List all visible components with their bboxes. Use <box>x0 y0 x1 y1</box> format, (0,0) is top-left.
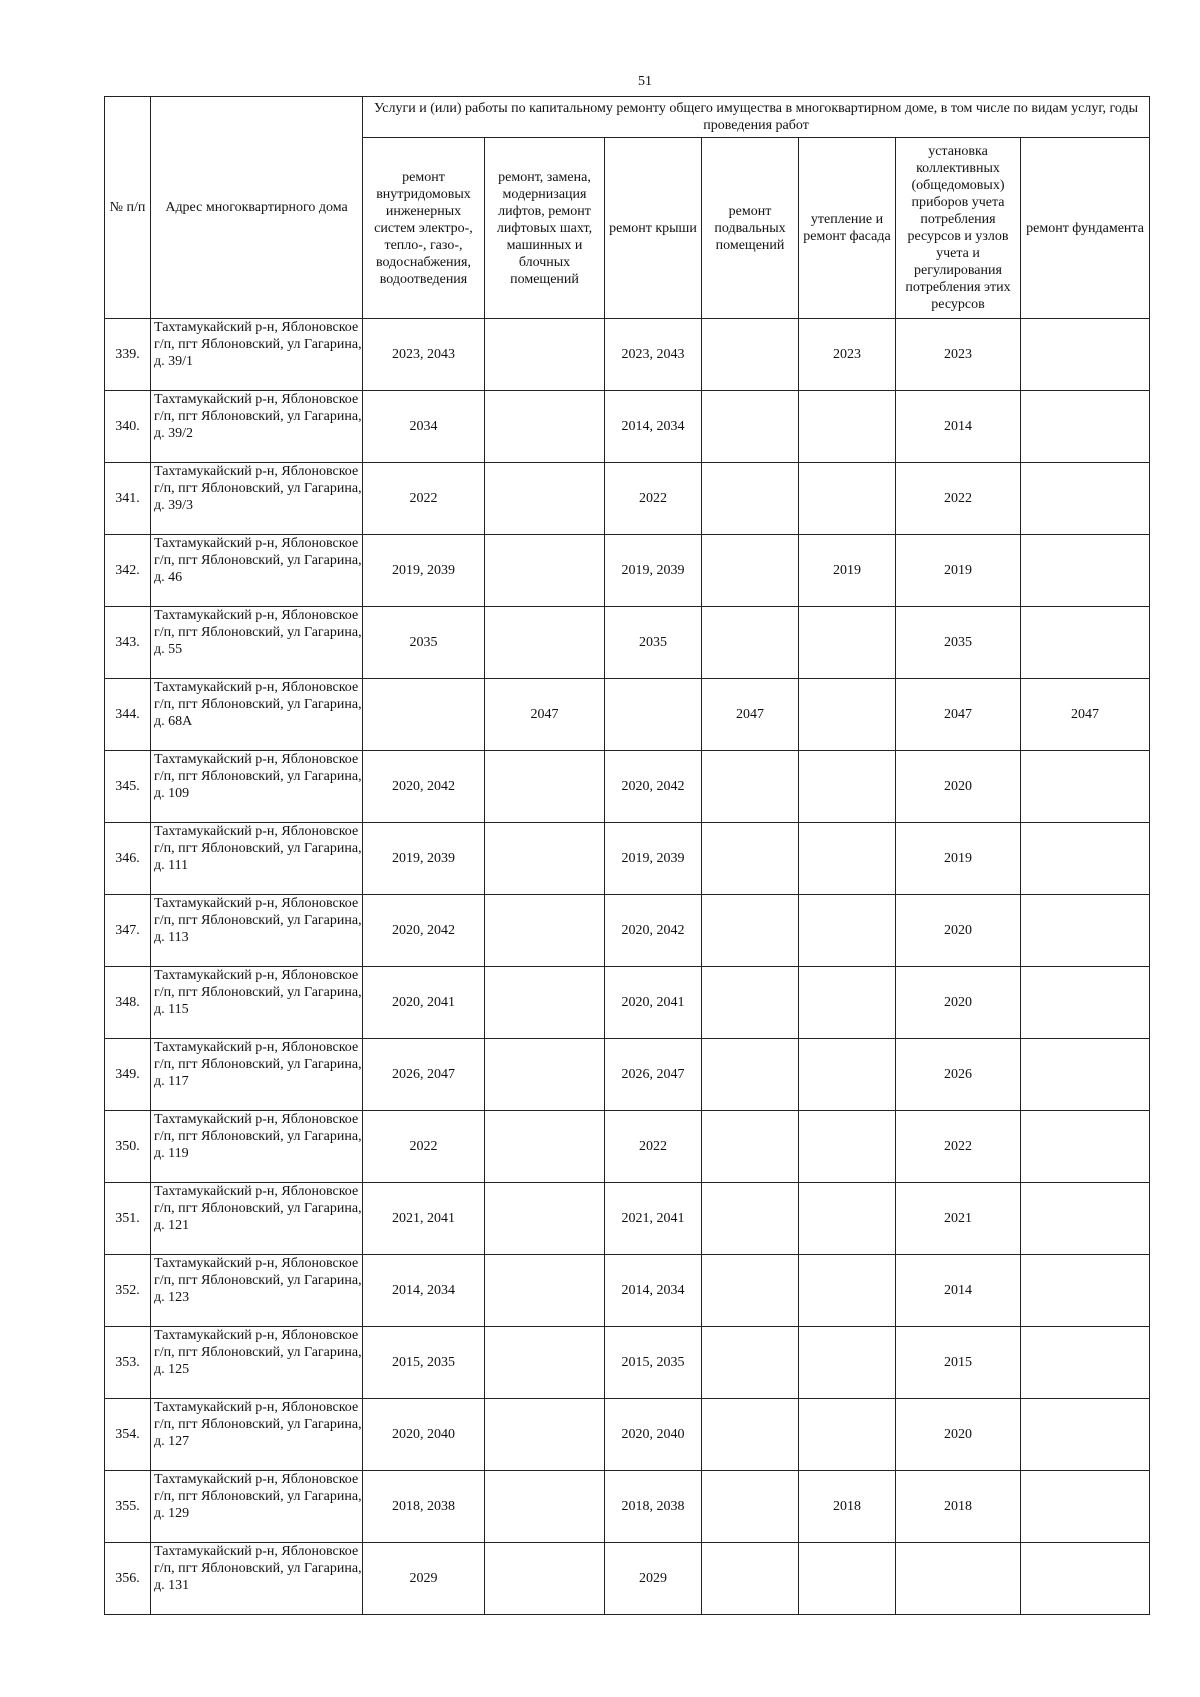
cell-elevators <box>485 535 605 607</box>
capital-repair-table <box>104 96 1150 1615</box>
cell-facade <box>799 1399 896 1471</box>
cell-roof: 2018, 2038 <box>605 1471 702 1543</box>
row-address: Тахтамукайский р-н, Яблоновское г/п, пгт Яблоновский, ул Гагарина, д. 115 <box>151 967 363 1039</box>
table-row <box>105 751 1150 823</box>
cell-elevators: 2047 <box>485 679 605 751</box>
cell-elevators <box>485 751 605 823</box>
header-services-group: Услуги и (или) работы по капитальному ремонту общего имущества в многоквартирном доме, в том числе по видам услуг, годы проведения работ <box>363 97 1150 138</box>
cell-basement <box>702 391 799 463</box>
row-number: 344. <box>105 679 151 751</box>
table-row <box>105 895 1150 967</box>
cell-roof: 2014, 2034 <box>605 391 702 463</box>
cell-foundation <box>1021 751 1150 823</box>
cell-roof: 2023, 2043 <box>605 319 702 391</box>
cell-engineering-systems: 2020, 2042 <box>363 751 485 823</box>
row-address: Тахтамукайский р-н, Яблоновское г/п, пгт Яблоновский, ул Гагарина, д. 39/1 <box>151 319 363 391</box>
table-row <box>105 1399 1150 1471</box>
cell-elevators <box>485 967 605 1039</box>
cell-facade <box>799 463 896 535</box>
header-col-foundation: ремонт фундамента <box>1021 138 1150 319</box>
cell-engineering-systems: 2029 <box>363 1543 485 1615</box>
cell-foundation <box>1021 1399 1150 1471</box>
cell-roof: 2014, 2034 <box>605 1255 702 1327</box>
cell-basement <box>702 1111 799 1183</box>
table-row <box>105 607 1150 679</box>
header-col-roof: ремонт крыши <box>605 138 702 319</box>
row-number: 350. <box>105 1111 151 1183</box>
cell-basement <box>702 895 799 967</box>
row-address: Тахтамукайский р-н, Яблоновское г/п, пгт Яблоновский, ул Гагарина, д. 127 <box>151 1399 363 1471</box>
cell-elevators <box>485 1111 605 1183</box>
cell-foundation <box>1021 1543 1150 1615</box>
cell-basement <box>702 1327 799 1399</box>
cell-basement <box>702 1399 799 1471</box>
cell-roof: 2019, 2039 <box>605 823 702 895</box>
cell-meters: 2014 <box>896 391 1021 463</box>
cell-meters: 2020 <box>896 1399 1021 1471</box>
cell-meters: 2019 <box>896 823 1021 895</box>
row-address: Тахтамукайский р-н, Яблоновское г/п, пгт Яблоновский, ул Гагарина, д. 129 <box>151 1471 363 1543</box>
table-row <box>105 967 1150 1039</box>
cell-elevators <box>485 319 605 391</box>
cell-engineering-systems: 2021, 2041 <box>363 1183 485 1255</box>
cell-meters: 2020 <box>896 895 1021 967</box>
cell-facade: 2018 <box>799 1471 896 1543</box>
cell-facade <box>799 607 896 679</box>
cell-meters: 2022 <box>896 1111 1021 1183</box>
cell-foundation <box>1021 463 1150 535</box>
cell-basement <box>702 823 799 895</box>
cell-roof <box>605 679 702 751</box>
cell-foundation <box>1021 607 1150 679</box>
cell-facade <box>799 1543 896 1615</box>
cell-engineering-systems: 2026, 2047 <box>363 1039 485 1111</box>
row-number: 339. <box>105 319 151 391</box>
cell-foundation <box>1021 1255 1150 1327</box>
table-row <box>105 1327 1150 1399</box>
cell-foundation <box>1021 391 1150 463</box>
row-address: Тахтамукайский р-н, Яблоновское г/п, пгт Яблоновский, ул Гагарина, д. 121 <box>151 1183 363 1255</box>
row-address: Тахтамукайский р-н, Яблоновское г/п, пгт Яблоновский, ул Гагарина, д. 46 <box>151 535 363 607</box>
cell-elevators <box>485 1327 605 1399</box>
row-address: Тахтамукайский р-н, Яблоновское г/п, пгт Яблоновский, ул Гагарина, д. 119 <box>151 1111 363 1183</box>
cell-facade: 2019 <box>799 535 896 607</box>
cell-engineering-systems: 2035 <box>363 607 485 679</box>
cell-basement: 2047 <box>702 679 799 751</box>
cell-basement <box>702 607 799 679</box>
row-address: Тахтамукайский р-н, Яблоновское г/п, пгт Яблоновский, ул Гагарина, д. 123 <box>151 1255 363 1327</box>
header-address: Адрес многоквартирного дома <box>151 97 363 319</box>
cell-facade <box>799 391 896 463</box>
cell-facade <box>799 967 896 1039</box>
cell-elevators <box>485 463 605 535</box>
table-row <box>105 1255 1150 1327</box>
row-address: Тахтамукайский р-н, Яблоновское г/п, пгт Яблоновский, ул Гагарина, д. 113 <box>151 895 363 967</box>
cell-roof: 2019, 2039 <box>605 535 702 607</box>
cell-roof: 2022 <box>605 1111 702 1183</box>
table-row <box>105 823 1150 895</box>
cell-facade <box>799 1327 896 1399</box>
cell-elevators <box>485 823 605 895</box>
cell-facade <box>799 895 896 967</box>
table-row <box>105 1543 1150 1615</box>
cell-meters: 2047 <box>896 679 1021 751</box>
table-row <box>105 1039 1150 1111</box>
cell-basement <box>702 967 799 1039</box>
cell-foundation <box>1021 1111 1150 1183</box>
cell-engineering-systems: 2022 <box>363 1111 485 1183</box>
cell-foundation <box>1021 823 1150 895</box>
cell-roof: 2020, 2041 <box>605 967 702 1039</box>
cell-elevators <box>485 1399 605 1471</box>
cell-meters: 2014 <box>896 1255 1021 1327</box>
cell-basement <box>702 463 799 535</box>
cell-basement <box>702 1255 799 1327</box>
cell-facade <box>799 751 896 823</box>
row-number: 342. <box>105 535 151 607</box>
cell-engineering-systems: 2015, 2035 <box>363 1327 485 1399</box>
table-row <box>105 1471 1150 1543</box>
row-address: Тахтамукайский р-н, Яблоновское г/п, пгт Яблоновский, ул Гагарина, д. 125 <box>151 1327 363 1399</box>
cell-basement <box>702 319 799 391</box>
cell-foundation <box>1021 319 1150 391</box>
row-address: Тахтамукайский р-н, Яблоновское г/п, пгт Яблоновский, ул Гагарина, д. 109 <box>151 751 363 823</box>
cell-engineering-systems: 2019, 2039 <box>363 823 485 895</box>
cell-meters: 2026 <box>896 1039 1021 1111</box>
row-number: 356. <box>105 1543 151 1615</box>
cell-elevators <box>485 1543 605 1615</box>
header-col-elevators: ремонт, замена, модернизация лифтов, ремонт лифтовых шахт, машинных и блочных помещений <box>485 138 605 319</box>
cell-roof: 2029 <box>605 1543 702 1615</box>
cell-basement <box>702 1183 799 1255</box>
cell-roof: 2020, 2042 <box>605 895 702 967</box>
cell-foundation: 2047 <box>1021 679 1150 751</box>
row-number: 349. <box>105 1039 151 1111</box>
header-col-meters: установка коллективных (общедомовых) приборов учета потребления ресурсов и узлов учета и регулирования потребления этих ресурсов <box>896 138 1021 319</box>
cell-meters: 2021 <box>896 1183 1021 1255</box>
header-col-engineering-systems: ремонт внутридомовых инженерных систем электро-, тепло-, газо-, водоснабжения, водоотведения <box>363 138 485 319</box>
table-row <box>105 463 1150 535</box>
cell-meters: 2020 <box>896 967 1021 1039</box>
cell-facade: 2023 <box>799 319 896 391</box>
row-number: 341. <box>105 463 151 535</box>
cell-engineering-systems: 2020, 2040 <box>363 1399 485 1471</box>
row-address: Тахтамукайский р-н, Яблоновское г/п, пгт Яблоновский, ул Гагарина, д. 111 <box>151 823 363 895</box>
cell-foundation <box>1021 1471 1150 1543</box>
table-row <box>105 319 1150 391</box>
table-row <box>105 535 1150 607</box>
cell-engineering-systems: 2020, 2041 <box>363 967 485 1039</box>
cell-basement <box>702 751 799 823</box>
row-number: 346. <box>105 823 151 895</box>
row-address: Тахтамукайский р-н, Яблоновское г/п, пгт Яблоновский, ул Гагарина, д. 39/2 <box>151 391 363 463</box>
cell-elevators <box>485 1039 605 1111</box>
row-number: 347. <box>105 895 151 967</box>
row-number: 348. <box>105 967 151 1039</box>
cell-facade <box>799 1039 896 1111</box>
cell-facade <box>799 1183 896 1255</box>
row-address: Тахтамукайский р-н, Яблоновское г/п, пгт Яблоновский, ул Гагарина, д. 131 <box>151 1543 363 1615</box>
row-number: 345. <box>105 751 151 823</box>
row-address: Тахтамукайский р-н, Яблоновское г/п, пгт Яблоновский, ул Гагарина, д. 39/3 <box>151 463 363 535</box>
row-address: Тахтамукайский р-н, Яблоновское г/п, пгт Яблоновский, ул Гагарина, д. 68А <box>151 679 363 751</box>
row-number: 354. <box>105 1399 151 1471</box>
row-number: 352. <box>105 1255 151 1327</box>
cell-meters: 2023 <box>896 319 1021 391</box>
table-row <box>105 1111 1150 1183</box>
cell-roof: 2020, 2040 <box>605 1399 702 1471</box>
cell-engineering-systems: 2022 <box>363 463 485 535</box>
cell-meters: 2022 <box>896 463 1021 535</box>
cell-roof: 2015, 2035 <box>605 1327 702 1399</box>
cell-facade <box>799 679 896 751</box>
page-number: 51 <box>638 74 652 89</box>
row-number: 340. <box>105 391 151 463</box>
cell-engineering-systems <box>363 679 485 751</box>
header-num: № п/п <box>105 97 151 319</box>
cell-roof: 2035 <box>605 607 702 679</box>
cell-facade <box>799 823 896 895</box>
cell-roof: 2020, 2042 <box>605 751 702 823</box>
cell-engineering-systems: 2020, 2042 <box>363 895 485 967</box>
cell-facade <box>799 1111 896 1183</box>
cell-elevators <box>485 1471 605 1543</box>
table-body <box>105 319 1150 1615</box>
cell-basement <box>702 1039 799 1111</box>
cell-basement <box>702 1471 799 1543</box>
header-col-facade: утепление и ремонт фасада <box>799 138 896 319</box>
row-address: Тахтамукайский р-н, Яблоновское г/п, пгт Яблоновский, ул Гагарина, д. 55 <box>151 607 363 679</box>
cell-basement <box>702 1543 799 1615</box>
cell-roof: 2026, 2047 <box>605 1039 702 1111</box>
cell-foundation <box>1021 1327 1150 1399</box>
cell-elevators <box>485 1183 605 1255</box>
cell-engineering-systems: 2019, 2039 <box>363 535 485 607</box>
cell-meters: 2035 <box>896 607 1021 679</box>
cell-engineering-systems: 2014, 2034 <box>363 1255 485 1327</box>
cell-elevators <box>485 1255 605 1327</box>
cell-meters: 2018 <box>896 1471 1021 1543</box>
row-number: 343. <box>105 607 151 679</box>
cell-foundation <box>1021 1183 1150 1255</box>
row-number: 353. <box>105 1327 151 1399</box>
cell-foundation <box>1021 535 1150 607</box>
cell-basement <box>702 535 799 607</box>
cell-elevators <box>485 391 605 463</box>
cell-roof: 2022 <box>605 463 702 535</box>
cell-elevators <box>485 895 605 967</box>
cell-meters: 2020 <box>896 751 1021 823</box>
cell-foundation <box>1021 1039 1150 1111</box>
cell-meters: 2015 <box>896 1327 1021 1399</box>
row-number: 351. <box>105 1183 151 1255</box>
cell-engineering-systems: 2018, 2038 <box>363 1471 485 1543</box>
table-row <box>105 1183 1150 1255</box>
header-col-basement: ремонт подвальных помещений <box>702 138 799 319</box>
cell-foundation <box>1021 967 1150 1039</box>
cell-elevators <box>485 607 605 679</box>
row-address: Тахтамукайский р-н, Яблоновское г/п, пгт Яблоновский, ул Гагарина, д. 117 <box>151 1039 363 1111</box>
row-number: 355. <box>105 1471 151 1543</box>
cell-meters <box>896 1543 1021 1615</box>
cell-roof: 2021, 2041 <box>605 1183 702 1255</box>
cell-engineering-systems: 2034 <box>363 391 485 463</box>
table-row <box>105 679 1150 751</box>
cell-facade <box>799 1255 896 1327</box>
cell-engineering-systems: 2023, 2043 <box>363 319 485 391</box>
table-row <box>105 391 1150 463</box>
cell-meters: 2019 <box>896 535 1021 607</box>
cell-foundation <box>1021 895 1150 967</box>
